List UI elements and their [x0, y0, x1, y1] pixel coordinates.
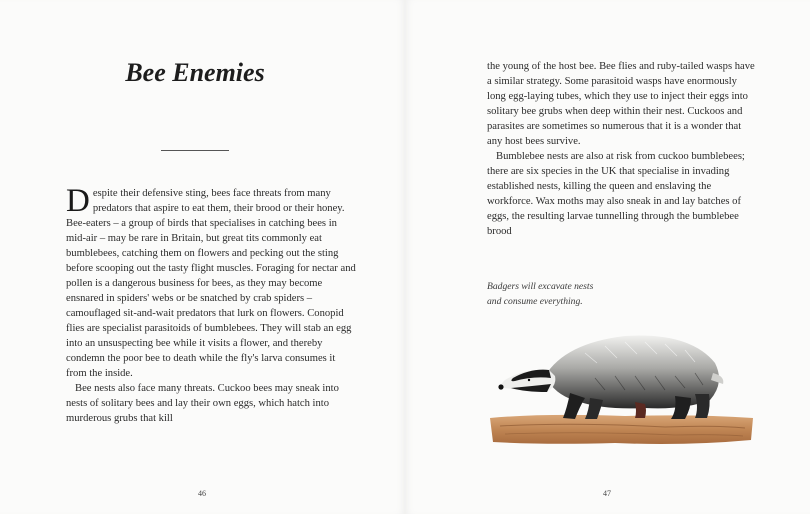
right-paragraph-1: the young of the host bee. Bee flies and ruby-tailed wasps have a similar strategy. Some parasitoid wasps have enormously long egg-laying tubes, which they use to inject their eggs into solitary bee grubs when deep within their nest. Cuckoos and parasites are sometimes so numerous that it is a wonder that any host bees survive. [487, 61, 755, 147]
left-paragraph-2: Bee nests also face many threats. Cuckoo bees may sneak into nests of solitary bees and lay their own eggs, which hatch into murderous grubs that kill [66, 383, 339, 424]
right-paragraph-2: Bumblebee nests are also at risk from cuckoo bumblebees; there are six species in the UK that specialise in invading established nests, killing the queen and enslaving the workforce. Wax moths may also sneak in and lay batches of eggs, the resulting larvae tunnelling through the bumblebee brood [487, 151, 745, 237]
log-shape [490, 415, 753, 444]
illustration-caption [487, 279, 627, 309]
badger-illustration [485, 318, 760, 458]
left-body-text [66, 183, 356, 426]
left-paragraph-1 [66, 183, 356, 381]
page-number-right: 47 [603, 489, 611, 498]
right-body-text [487, 59, 757, 239]
left-paragraph-1-text: espite their defensive sting, bees face threats from many predators that aspire to eat them, their brood or their honey. Bee-eaters – a group of birds that specialises in catching bees in mid-air – may be rare in Britain, but great tits commonly eat bumblebees, catching them on flowers and pecking out the sting before scooping out the tasty flight muscles. Foraging for nectar and pollen is a dangerous business for bees, as they may become ensnared in spiders' webs or be snatched by crab spiders – camouflaged sit-and-wait predators that lurk on flowers. Conopid flies are specialist parasitoids of bumblebees. They will stab an egg into an unsuspecting bee while it visits a flower, and thereby condemn the poor bee to death while the fly's larva consumes it from the inside. [66, 188, 356, 379]
title-divider [161, 150, 229, 151]
caption-line-1: Badgers will excavate nests [487, 281, 594, 292]
chapter-title: Bee Enemies [125, 58, 265, 87]
badger-hind-leg-2 [695, 394, 710, 418]
page-number-left: 46 [198, 489, 206, 498]
drop-cap: D [66, 183, 90, 219]
caption-line-2: and consume everything. [487, 296, 583, 307]
right-page [405, 0, 810, 514]
